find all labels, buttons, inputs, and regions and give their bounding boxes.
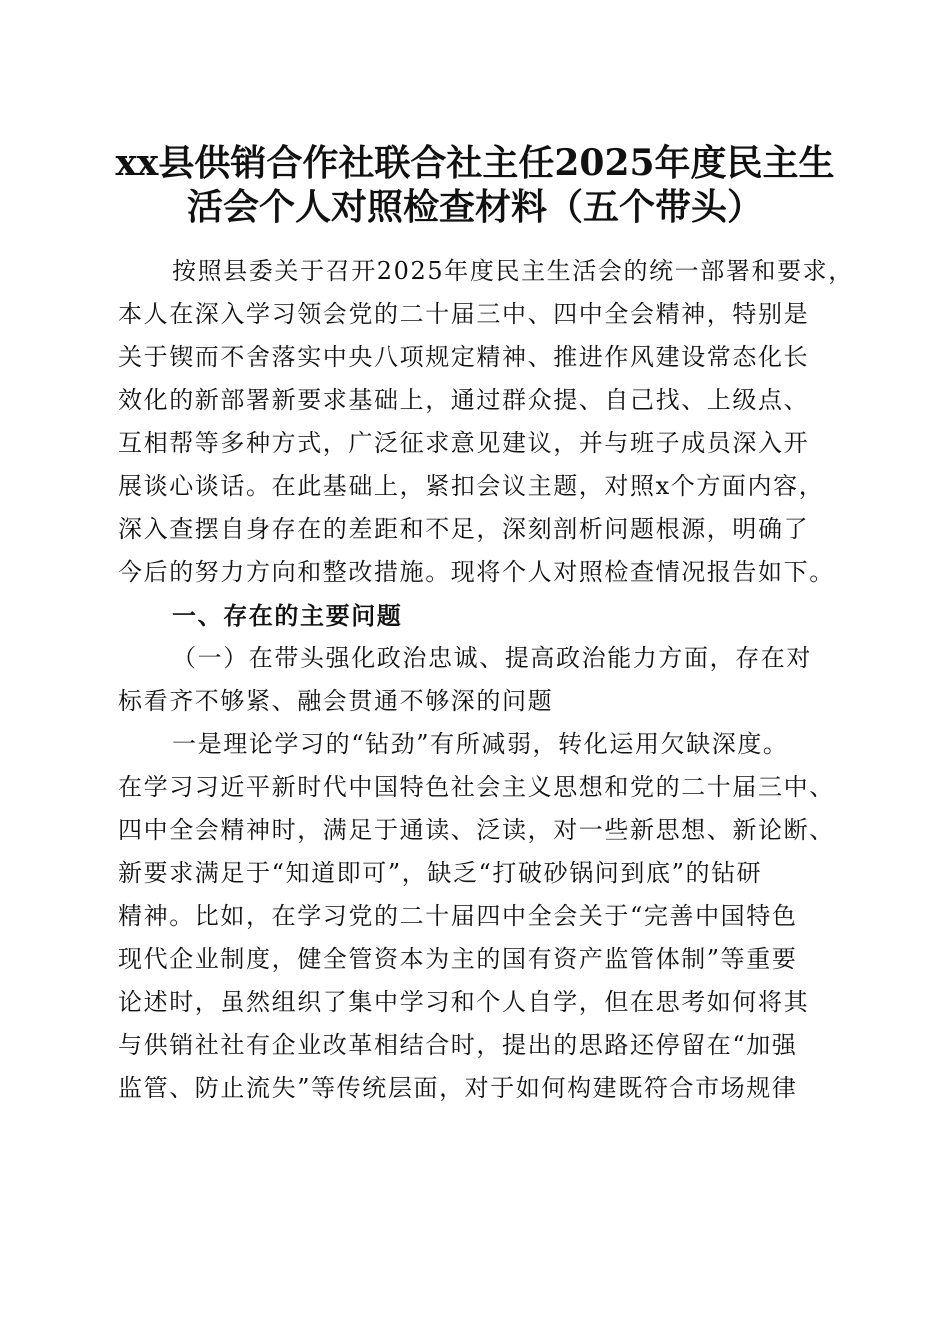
point-line: 与供销社社有企业改革相结合时，提出的思路还停留在“加强 bbox=[118, 1031, 798, 1059]
document-title-line-2: 活会个人对照检查材料（五个带头） bbox=[186, 186, 763, 228]
document-title-line-1: xx县供销合作社联合社主任2025年度民主生 bbox=[115, 142, 835, 184]
point-line: 四中全会精神时，满足于通读、泛读，对一些新思想、新论断、 bbox=[118, 816, 835, 844]
point-line: 论述时，虽然组织了集中学习和个人自学，但在思考如何将其 bbox=[118, 988, 810, 1016]
point-line: 现代企业制度，健全管资本为主的国有资产监管体制”等重要 bbox=[118, 945, 798, 973]
point-line: 监管、防止流失”等传统层面，对于如何构建既符合市场规律 bbox=[118, 1074, 798, 1102]
section-heading: 一、存在的主要问题 bbox=[172, 601, 403, 630]
intro-line: 今后的努力方向和整改措施。现将个人对照检查情况报告如下。 bbox=[118, 558, 835, 586]
intro-line: 本人在深入学习领会党的二十届三中、四中全会精神，特别是 bbox=[118, 300, 810, 328]
subsection-heading-line: 标看齐不够紧、融会贯通不够深的问题 bbox=[118, 687, 554, 715]
point-line: 新要求满足于“知道即可”，缺乏“打破砂锅问到底”的钻研 bbox=[118, 859, 763, 887]
subsection-heading-line: （一）在带头强化政治忠诚、提高政治能力方面，存在对 bbox=[172, 644, 812, 672]
document-body bbox=[118, 250, 854, 1110]
intro-line: 按照县委关于召开2025年度民主生活会的统一部署和要求， bbox=[172, 257, 854, 285]
point-line: 精神。比如，在学习党的二十届四中全会关于“完善中国特色 bbox=[118, 902, 798, 930]
point-line: 在学习习近平新时代中国特色社会主义思想和党的二十届三中、 bbox=[118, 773, 835, 801]
intro-line: 展谈心谈话。在此基础上，紧扣会议主题，对照x个方面内容， bbox=[118, 472, 825, 500]
intro-line: 互相帮等多种方式，广泛征求意见建议，并与班子成员深入开 bbox=[118, 429, 810, 457]
point-line: 一是理论学习的“钻劲”有所减弱，转化运用欠缺深度。 bbox=[172, 730, 789, 758]
intro-line: 深入查摆自身存在的差距和不足，深刻剖析问题根源，明确了 bbox=[118, 515, 810, 543]
intro-line: 关于锲而不舍落实中央八项规定精神、推进作风建设常态化长 bbox=[118, 343, 810, 371]
intro-line: 效化的新部署新要求基础上，通过群众提、自己找、上级点、 bbox=[118, 386, 810, 414]
